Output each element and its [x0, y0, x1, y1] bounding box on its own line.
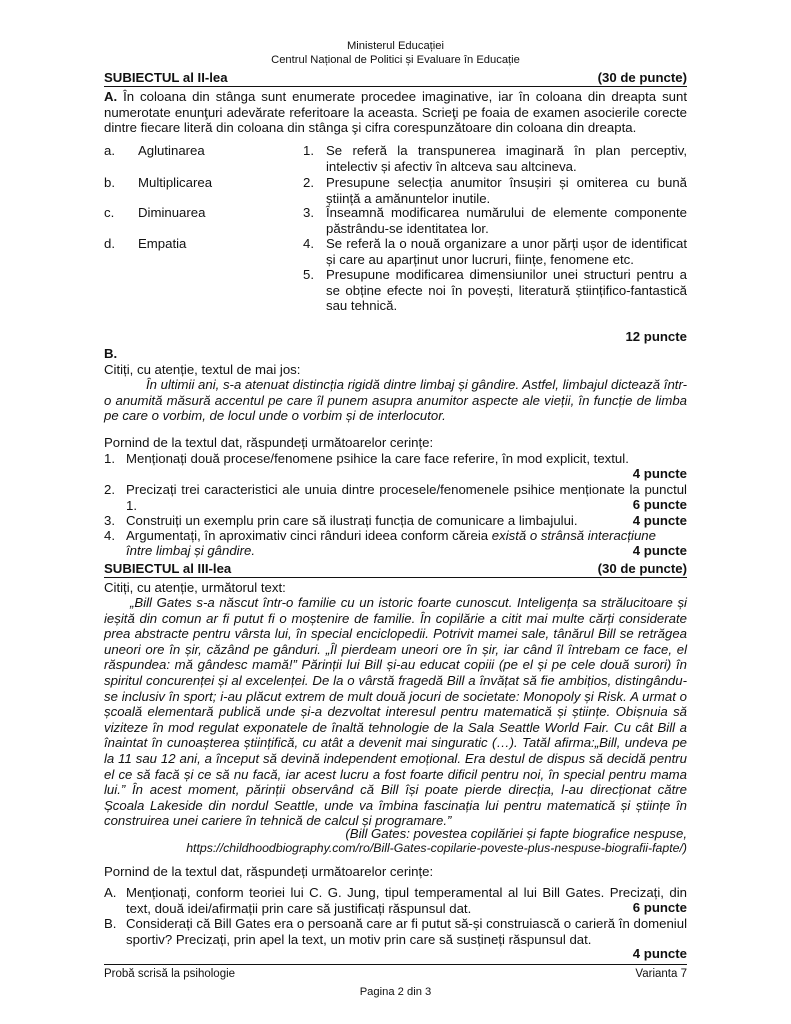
partA-intro [104, 89, 687, 136]
partB-label: B. [104, 346, 118, 361]
right-num: 1. [303, 143, 314, 158]
subject3-read: Citiți, cu atenție, următorul text: [104, 580, 286, 595]
left-letter: d. [104, 236, 115, 251]
subject3-qB-points: 4 puncte [632, 946, 687, 961]
left-item-a [104, 143, 304, 158]
right-num: 4. [303, 236, 314, 251]
partB-instruction: Pornind de la textul dat, răspundeți următoarelor cerințe: [104, 435, 434, 450]
left-letter: c. [104, 205, 115, 220]
subject2-title: SUBIECTUL al II-lea [104, 70, 228, 85]
partB-quote: În ultimii ani, s-a atenuat distincția rigidă dintre limbaj și gândire. Astfel, limbajul dictează într-o anumită măsură accentul pe care îl punem asupra anumitor aspecte ale vieții, în funcție de limba pe care o vorbim, de locul unde o vorbim și de interlocutor. [104, 377, 687, 424]
subject3-qB-num: B. [104, 916, 117, 931]
left-item-c [104, 205, 304, 220]
partB-q2-points: 6 puncte [632, 497, 687, 512]
subject3-title: SUBIECTUL al III-lea [104, 561, 232, 576]
subject3-qA-points: 6 puncte [632, 900, 687, 915]
right-item-4: Se referă la o nouă organizare a unor părți ușor de identificat și care au aparținut unor lucruri, ființe, fenomene etc. [326, 236, 687, 267]
footer-variant: Varianta 7 [635, 968, 687, 980]
left-text: Multiplicarea [138, 175, 213, 190]
right-item-1: Se referă la transpunerea imaginară în plan perceptiv, intelectiv și afectiv în altceva sau altcineva. [326, 143, 687, 174]
partB-q4-cont: între limbaj și gândire. [126, 543, 256, 558]
partB-q1-points: 4 puncte [632, 466, 687, 481]
subject2-points: (30 de puncte) [597, 70, 687, 85]
footer-exam: Probă scrisă la psihologie [104, 968, 236, 980]
subject3-qB: Considerați că Bill Gates era o persoană care ar fi putut să-și construiască o carieră în domeniul sportiv? Precizați, prin apel la text, un motiv prin care să susțineți răspunsul dat. [126, 916, 687, 947]
right-item-5: Presupune modificarea dimensiunilor unei structuri pentru a se obține efecte noi în povești, literatură științifico-fantastică sau tehnică. [326, 267, 687, 314]
page-number: Pagina 2 din 3 [359, 986, 432, 998]
right-item-2: Presupune selecția anumitor însușiri și omiterea cu bună știință a amănuntelor inutile. [326, 175, 687, 206]
subject3-instruction: Pornind de la textul dat, răspundeți următoarelor cerințe: [104, 864, 434, 879]
subject3-points: (30 de puncte) [597, 561, 687, 576]
left-letter: b. [104, 175, 115, 190]
left-item-b [104, 175, 304, 190]
partB-q3: Construiți un exemplu prin care să ilustrați funcția de comunicare a limbajului. [126, 513, 578, 528]
header-ministry: Ministerul Educației [346, 40, 444, 52]
partA-points: 12 puncte [625, 329, 687, 344]
header-center: Centrul Național de Politici și Evaluare în Educație [271, 54, 520, 66]
subject3-quote: „Bill Gates s-a născut într-o familie cu un istoric foarte cunoscut. Inteligența sa strălucitoare și ieșită din comun ar fi putut fi o moștenire de familie. În copilărie a citit mai multe cărți considerate prea abstracte pentru vârsta lui, în special enciclopedii. Potrivit mamei sale, tânărul Bill se retrăgea uneori ore în șir, căzând pe gânduri. „Îl pierdeam uneori ore în șir, iar când îl întrebam ce face, el răspundea: mă gândesc mamă!” Părinții lui Bill și-au educat copiii (pe el și pe cele două surori) în spiritul concurenței și al excelenței. De la o vârstă fragedă Bill a învățat să fie ambițios, distingându-se inclusiv în sport; i-au plăcut extrem de mult două jocuri de societate: Monopoly și Risk. A urmat o școală elementară publică unde și-a dezvoltat interesul pentru matematică și științe. Obișnuia să viziteze în mod regulat exponatele de înaltă tehnologie de la Sala Seattle World Fair. Cu cât Bill a înaintat în cunoașterea științifică, cu atât a devenit mai singuratic (…). Tatăl afirma:„Bill, undeva pe la 11 sau 12 ani, a început să devină independent emoțional. Era destul de dispus să decidă pentru el ce să facă și ce să nu facă, iar acest lucru a fost foarte dificil pentru noi, în special pentru mama lui.” În acest moment, părinții observând că Bill își poate pierde direcția, l-au direcționat către Școala Lakeside din nordul Seattle, unde va îmbina fascinația lui pentru matematică și științe în construirea unei cariere în tehnică de calcul și programare.” [104, 595, 687, 829]
partB-q1-num: 1. [104, 451, 115, 466]
subject2-title-bar [104, 70, 687, 87]
left-text: Aglutinarea [138, 143, 205, 158]
q4-text-italic: există o strânsă interacțiune [491, 528, 656, 543]
partB-q4-num: 4. [104, 528, 115, 543]
partB-q4 [126, 528, 687, 544]
left-text: Empatia [138, 236, 187, 251]
right-num: 5. [303, 267, 314, 282]
partB-q4-points: 4 puncte [632, 543, 687, 558]
subject3-title-bar [104, 561, 687, 578]
q4-text: Argumentați, în aproximativ cinci rânduri ideea conform căreia [126, 528, 492, 543]
partB-q2-num: 2. [104, 482, 115, 497]
partB-q2: Precizați trei caracteristici ale unuia dintre procesele/fenomenele psihice menționate la punctul 1. [126, 482, 687, 513]
subject3-qA-num: A. [104, 885, 117, 900]
partB-q3-num: 3. [104, 513, 115, 528]
right-num: 2. [303, 175, 314, 190]
subject3-source-title: (Bill Gates: povestea copilăriei și fapte biografice nespuse, [345, 826, 687, 841]
partB-read: Citiți, cu atenție, textul de mai jos: [104, 362, 301, 377]
left-text: Diminuarea [138, 205, 206, 220]
left-item-d [104, 236, 304, 251]
partA-label: A. [104, 89, 118, 104]
right-num: 3. [303, 205, 314, 220]
partB-q1: Menționați două procese/fenomene psihice la care face referire, în mod explicit, textul. [126, 451, 629, 466]
right-item-3: Înseamnă modificarea numărului de elemente componente păstrându-se identitatea lor. [326, 205, 687, 236]
subject3-source-url: https://childhoodbiography.com/ro/Bill-Gates-copilarie-poveste-plus-nespuse-biografii-fapte/) [186, 841, 687, 855]
subject3-qA: Menționați, conform teoriei lui C. G. Jung, tipul temperamental al lui Bill Gates. Precizați, din text, două idei/afirmații prin care să justificați răspunsul dat. [126, 885, 687, 916]
left-letter: a. [104, 143, 115, 158]
footer-divider [104, 964, 687, 965]
partA-intro-text: În coloana din stânga sunt enumerate procedee imaginative, iar în coloana din dreapta sunt numerotate enunţuri adevărate referitoare la aceasta. Scrieţi pe foaia de examen asocierile corecte dintre fiecare literă din coloana din stânga şi cifra corespunzătoare din coloana din dreapta. [104, 89, 687, 136]
partB-q3-points: 4 puncte [632, 513, 687, 528]
